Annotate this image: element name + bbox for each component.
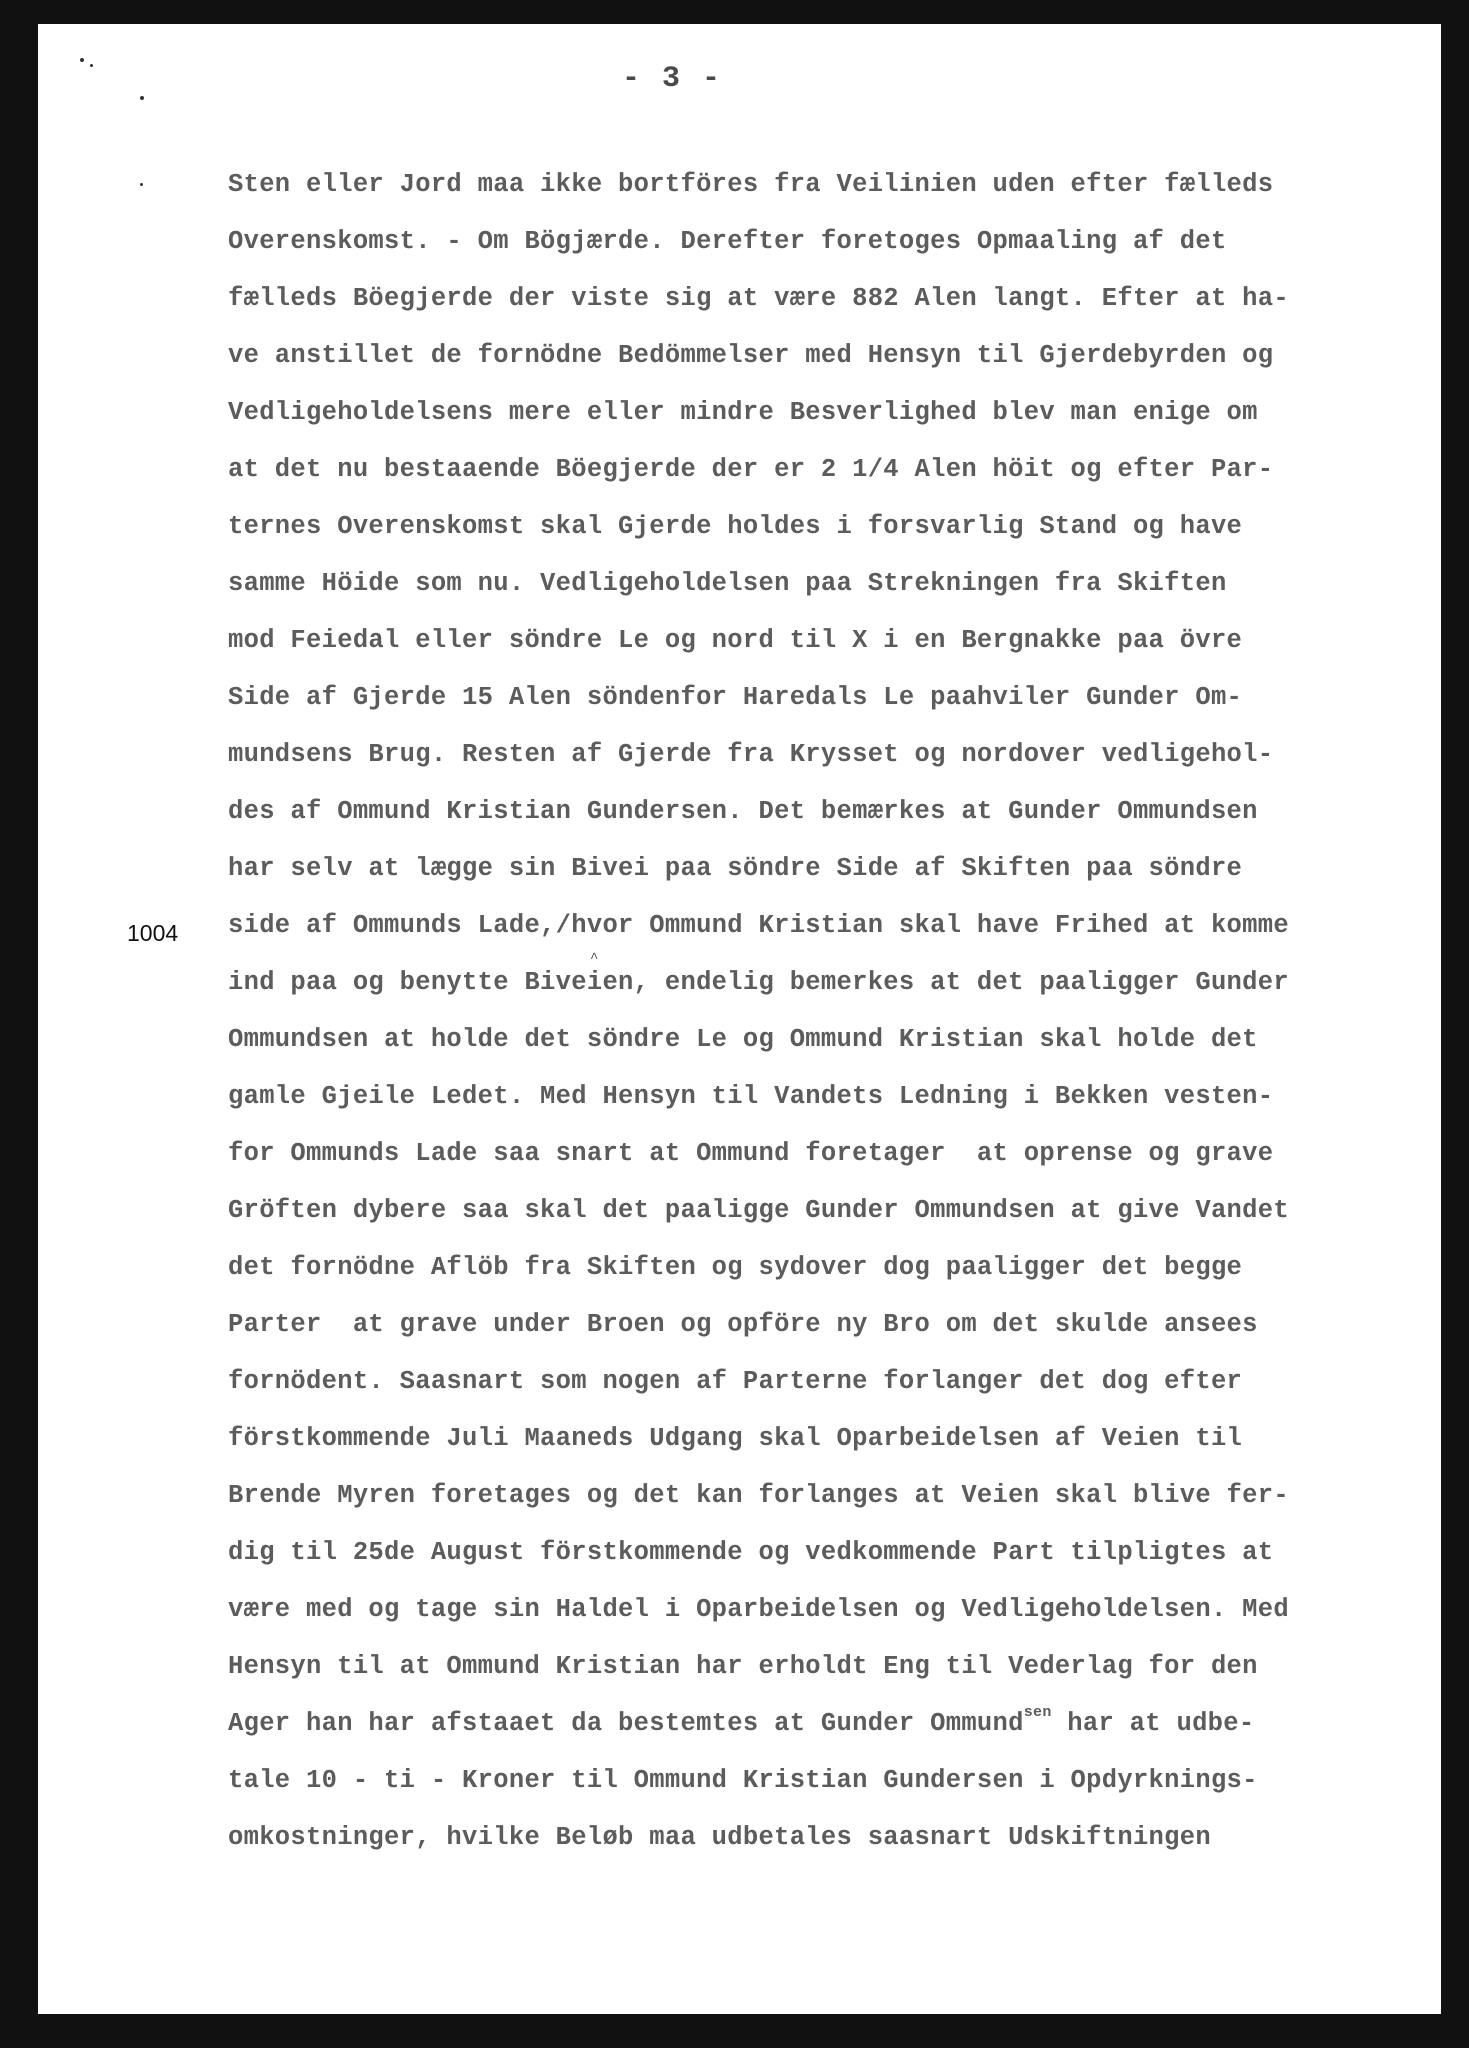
punch-mark [90, 64, 93, 67]
margin-number: 1004 [127, 920, 179, 946]
text-line: Side af Gjerde 15 Alen söndenfor Haredals Le paahviler Gunder Om- [228, 683, 1243, 712]
punch-mark [140, 96, 144, 100]
text-line-tail: har at udbe- [1051, 1709, 1255, 1738]
punch-mark [80, 58, 84, 62]
text-line: at det nu bestaaende Böegjerde der er 2 1/4 Alen höit og efter Par- [228, 455, 1274, 484]
text-line: fornödent. Saasnart som nogen af Parterne forlanger det dog efter [228, 1367, 1243, 1396]
text-line: Sten eller Jord maa ikke bortföres fra Veilinien uden efter fælleds [228, 170, 1274, 199]
text-line: fælleds Böegjerde der viste sig at være 882 Alen langt. Efter at ha- [228, 284, 1289, 313]
punch-mark [140, 183, 143, 186]
text-line: Ommundsen at holde det söndre Le og Ommund Kristian skal holde det [228, 1025, 1258, 1054]
text-line: Overenskomst. - Om Bögjærde. Derefter foretoges Opmaaling af det [228, 227, 1227, 256]
text-line: side af Ommunds Lade,/hvor Ommund Kristian skal have Frihed at komme [228, 911, 1289, 940]
page-number: - 3 - [622, 62, 723, 96]
text-line: Hensyn til at Ommund Kristian har erholdt Eng til Vederlag for den [228, 1652, 1258, 1681]
text-line: gamle Gjeile Ledet. Med Hensyn til Vandets Ledning i Bekken vesten- [228, 1082, 1274, 1111]
text-line: mundsens Brug. Resten af Gjerde fra Krysset og nordover vedligehol- [228, 740, 1274, 769]
insertion-caret: ^ [590, 951, 599, 967]
text-line: Gröften dybere saa skal det paaligge Gunder Ommundsen at give Vandet [228, 1196, 1289, 1225]
text-line: Parter at grave under Broen og opföre ny Bro om det skulde ansees [228, 1310, 1258, 1339]
text-line: samme Höide som nu. Vedligeholdelsen paa Strekningen fra Skiften [228, 569, 1227, 598]
document-body [228, 156, 1398, 1866]
text-line: for Ommunds Lade saa snart at Ommund foretager at oprense og grave [228, 1139, 1274, 1168]
text-line: Vedligeholdelsens mere eller mindre Besverlighed blev man enige om [228, 398, 1258, 427]
text-line: mod Feiedal eller söndre Le og nord til X i en Bergnakke paa övre [228, 626, 1243, 655]
text-line: ternes Overenskomst skal Gjerde holdes i forsvarlig Stand og have [228, 512, 1243, 541]
text-line: dig til 25de August förstkommende og vedkommende Part tilpligtes at [228, 1538, 1274, 1567]
text-line-start: Ager han har afstaaet da bestemtes at Gunder Ommund [228, 1709, 1024, 1738]
text-line: Brende Myren foretages og det kan forlanges at Veien skal blive fer- [228, 1481, 1289, 1510]
superscript-insertion: sen [1023, 1704, 1052, 1721]
text-line: des af Ommund Kristian Gundersen. Det bemærkes at Gunder Ommundsen [228, 797, 1258, 826]
text-line: har selv at lægge sin Bivei paa söndre Side af Skiften paa söndre [228, 854, 1243, 883]
text-line: ve anstillet de fornödne Bedömmelser med Hensyn til Gjerdebyrden og [228, 341, 1274, 370]
text-line: omkostninger, hvilke Beløb maa udbetales saasnart Udskiftningen [228, 1823, 1211, 1852]
text-line [228, 1695, 1398, 1752]
text-line: förstkommende Juli Maaneds Udgang skal Oparbeidelsen af Veien til [228, 1424, 1243, 1453]
text-line: tale 10 - ti - Kroner til Ommund Kristian Gundersen i Opdyrknings- [228, 1766, 1258, 1795]
text-line: det fornödne Aflöb fra Skiften og sydover dog paaligger det begge [228, 1253, 1243, 1282]
text-line: ind paa og benytte Biveien, endelig bemerkes at det paaligger Gunder [228, 968, 1289, 997]
text-line: være med og tage sin Haldel i Oparbeidelsen og Vedligeholdelsen. Med [228, 1595, 1289, 1624]
